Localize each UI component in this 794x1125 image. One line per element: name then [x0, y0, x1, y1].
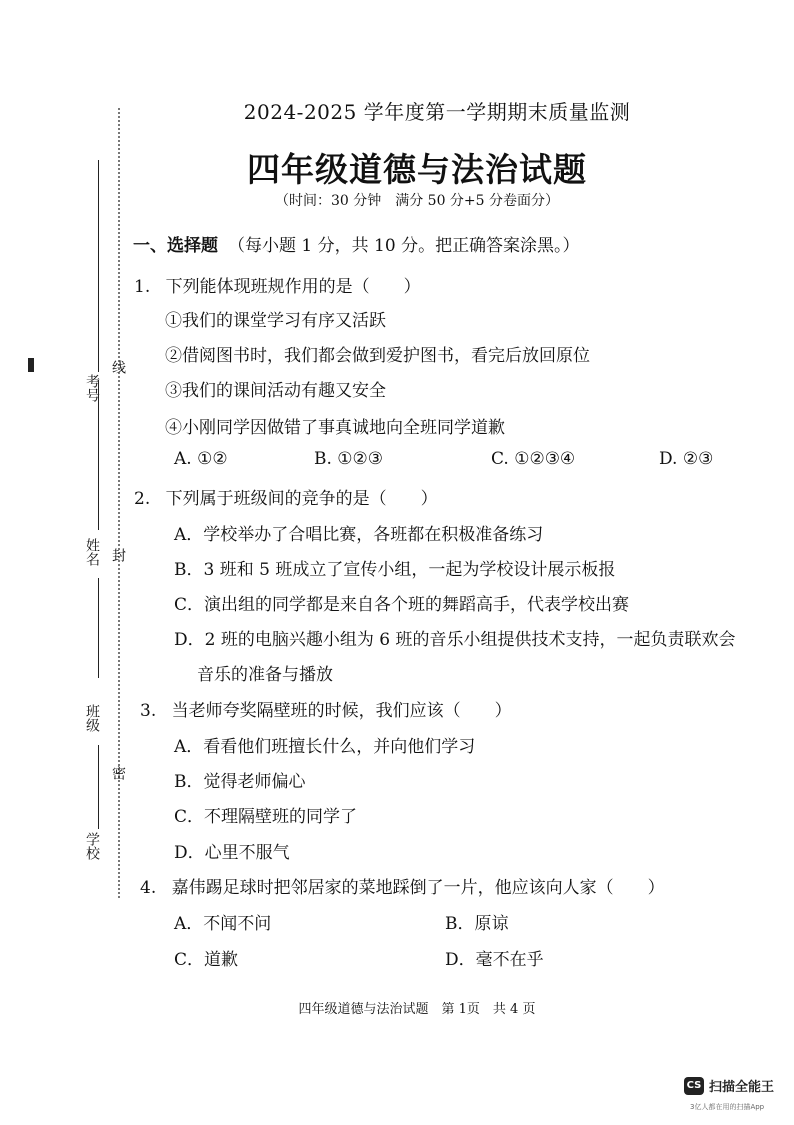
seal-char-seal: 封: [110, 548, 126, 562]
question-text: 下列能体现班规作用的是（ ）: [165, 277, 421, 297]
question-number: 2.: [134, 489, 151, 509]
question-text: 当老师夸奖隔壁班的时候，我们应该（ ）: [171, 701, 512, 721]
answer-option-c[interactable]: C．道歉: [174, 950, 239, 970]
school-label: 学校: [84, 832, 100, 860]
page-footer: 四年级道德与法治试题 第 1页 共 4 页: [298, 1002, 536, 1017]
seal-char-secret: 密: [110, 766, 126, 780]
exam-year-line: 2024-2025 学年度第一学期期末质量监测: [243, 100, 631, 124]
question-4: [140, 873, 665, 898]
name-label: 姓名: [84, 538, 100, 566]
name-underline: [98, 380, 99, 530]
answer-option-d[interactable]: D．心里不服气: [174, 843, 290, 863]
section-instruction: （每小题 1 分，共 10 分。把正确答案涂黑。）: [228, 236, 580, 256]
answer-option-b[interactable]: B．觉得老师偏心: [174, 772, 306, 792]
scanner-watermark: [684, 1076, 774, 1095]
section-title: 一、选择题: [133, 236, 218, 256]
answer-option-a[interactable]: A．学校举办了合唱比赛，各班都在积极准备练习: [174, 525, 544, 545]
statement-item: ④小刚同学因做错了事真诚地向全班同学道歉: [165, 418, 505, 438]
school-underline: [98, 745, 99, 829]
exam-subtitle: （时间：30 分钟 满分 50 分+5 分卷面分）: [274, 193, 560, 209]
watermark-app-name: 扫描全能王: [709, 1080, 775, 1095]
answer-option-c[interactable]: C．不理隔壁班的同学了: [174, 807, 358, 827]
answer-option-c[interactable]: C．演出组的同学都是来自各个班的舞蹈高手，代表学校出赛: [174, 595, 630, 615]
margin-mark: [28, 358, 34, 372]
answer-option-b[interactable]: B．3 班和 5 班成立了宣传小组，一起为学校设计展示板报: [174, 560, 616, 580]
question-number: 3.: [140, 701, 157, 721]
question-number: 4.: [140, 878, 157, 898]
answer-option-b[interactable]: B. ①②③: [314, 449, 384, 469]
answer-option-d[interactable]: D．毫不在乎: [445, 950, 544, 970]
answer-option-d[interactable]: D. ②③: [659, 449, 714, 469]
exam-no-underline: [98, 160, 99, 372]
answer-option-c[interactable]: C. ①②③④: [491, 449, 576, 469]
answer-option-d-continued: 音乐的准备与播放: [197, 665, 333, 685]
question-1: [134, 272, 421, 297]
question-text: 嘉伟踢足球时把邻居家的菜地踩倒了一片，他应该向人家（ ）: [171, 878, 665, 898]
exam-no-label: 考号: [84, 374, 100, 402]
class-label: 班级: [84, 704, 100, 732]
class-underline: [98, 578, 99, 678]
answer-option-a[interactable]: A．看看他们班擅长什么，并向他们学习: [174, 737, 476, 757]
question-3: [140, 696, 512, 721]
statement-item: ③我们的课间活动有趣又安全: [165, 381, 386, 401]
camscanner-logo-icon: CS: [684, 1077, 704, 1095]
answer-option-a[interactable]: A．不闻不问: [174, 914, 272, 934]
section-heading: [133, 231, 580, 256]
seal-char-line: 线: [110, 360, 126, 374]
question-text: 下列属于班级间的竞争的是（ ）: [165, 489, 438, 509]
answer-option-b[interactable]: B．原谅: [445, 914, 509, 934]
statement-item: ②借阅图书时，我们都会做到爱护图书，看完后放回原位: [165, 346, 590, 366]
question-number: 1.: [134, 277, 151, 297]
answer-option-a[interactable]: A. ①②: [174, 449, 228, 469]
exam-title: 四年级道德与法治试题: [247, 150, 587, 189]
answer-option-d[interactable]: D．2 班的电脑兴趣小组为 6 班的音乐小组提供技术支持，一起负责联欢会: [174, 630, 736, 650]
watermark-tagline: 3亿人都在用的扫描App: [690, 1103, 765, 1111]
statement-item: ①我们的课堂学习有序又活跃: [165, 311, 386, 331]
question-2: [134, 484, 438, 509]
